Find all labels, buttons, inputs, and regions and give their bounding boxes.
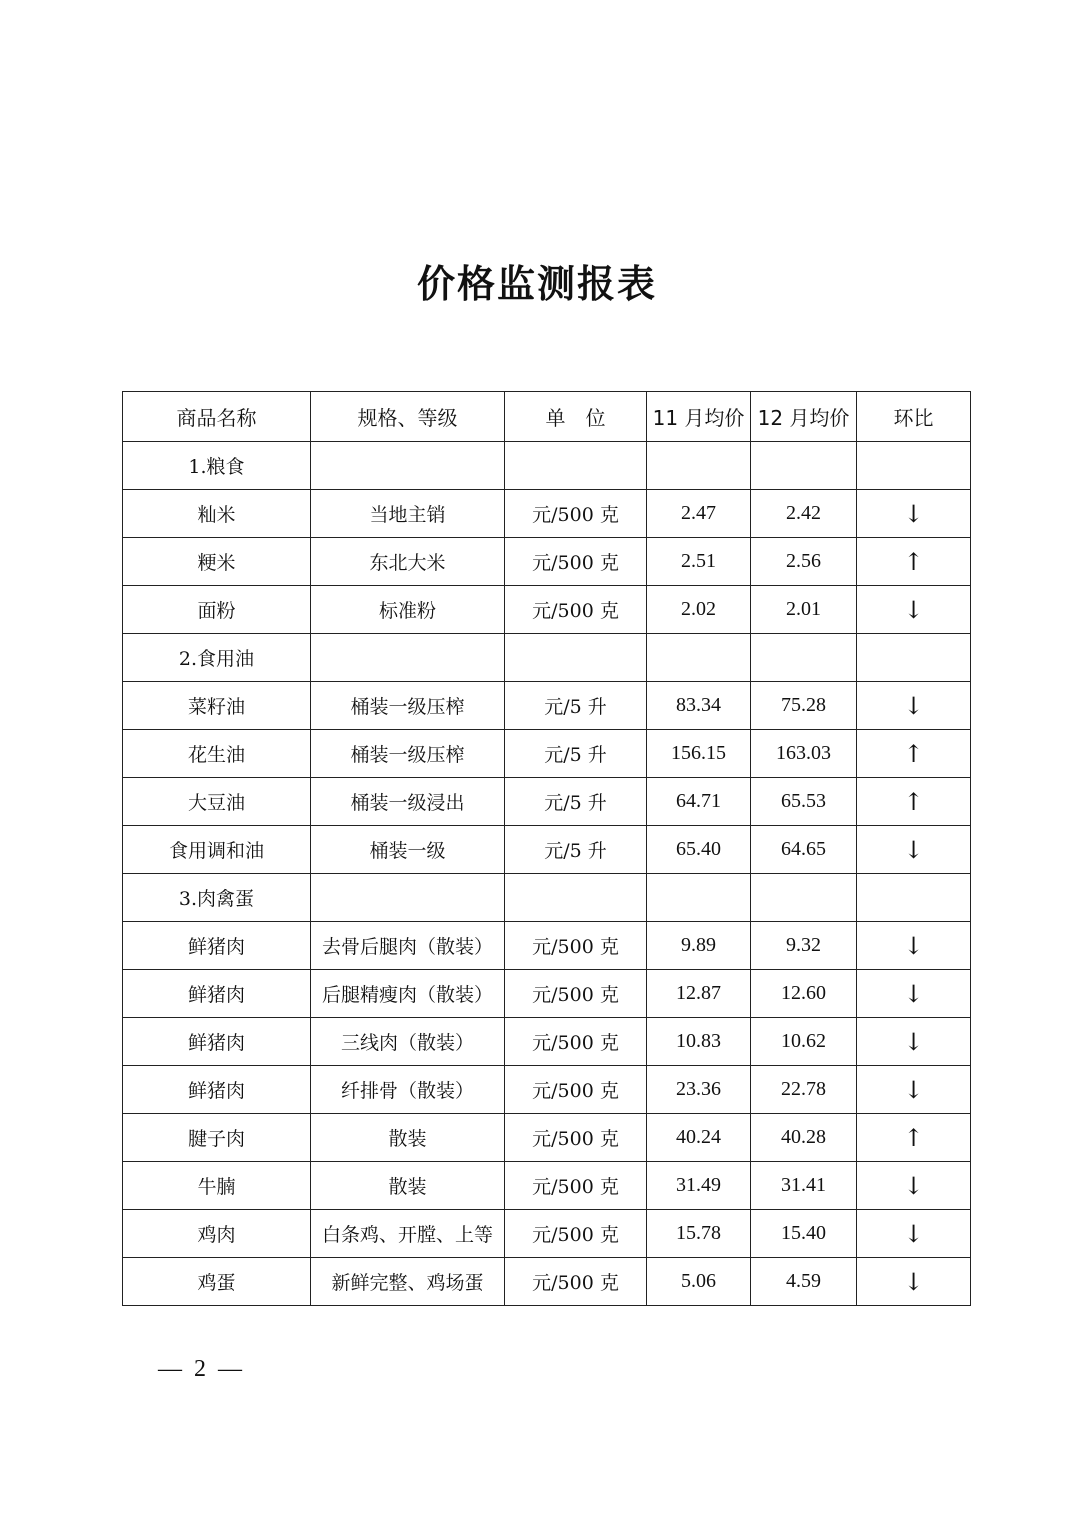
cell-trend-arrow: [857, 442, 971, 490]
cell-nov-price: 40.24: [647, 1114, 751, 1162]
cell-dec-price: 2.01: [751, 586, 857, 634]
cell-unit: 元/5 升: [505, 682, 647, 730]
header-row: [123, 392, 971, 442]
cell-nov-price: 2.47: [647, 490, 751, 538]
cell-dec-price: [751, 874, 857, 922]
cell-nov-price: 156.15: [647, 730, 751, 778]
cell-dec-price: [751, 442, 857, 490]
header-unit: 单 位: [505, 392, 647, 442]
table-row: [123, 490, 971, 538]
cell-trend-arrow: ↓: [857, 1258, 971, 1306]
cell-nov-price: 2.02: [647, 586, 751, 634]
header-product-name: 商品名称: [123, 392, 311, 442]
cell-spec-grade: [311, 442, 505, 490]
cell-spec-grade: 桶装一级压榨: [311, 682, 505, 730]
cell-trend-arrow: ↓: [857, 490, 971, 538]
cell-dec-price: 22.78: [751, 1066, 857, 1114]
cell-trend-arrow: ↓: [857, 826, 971, 874]
cell-spec-grade: 去骨后腿肉（散装）: [311, 922, 505, 970]
cell-spec-grade: 白条鸡、开膛、上等: [311, 1210, 505, 1258]
cell-product-name: 1.粮食: [123, 442, 311, 490]
cell-spec-grade: [311, 634, 505, 682]
table-row: [123, 538, 971, 586]
cell-spec-grade: 东北大米: [311, 538, 505, 586]
cell-dec-price: 65.53: [751, 778, 857, 826]
table-row: [123, 682, 971, 730]
header-nov-avg-price: 11 月均价: [647, 392, 751, 442]
cell-unit: [505, 634, 647, 682]
cell-spec-grade: 桶装一级浸出: [311, 778, 505, 826]
table-header: [123, 392, 971, 442]
header-mom-change: 环比: [857, 392, 971, 442]
table-row: [123, 778, 971, 826]
cell-spec-grade: 散装: [311, 1114, 505, 1162]
cell-trend-arrow: ↓: [857, 922, 971, 970]
category-row: [123, 634, 971, 682]
cell-trend-arrow: ↓: [857, 1066, 971, 1114]
cell-nov-price: 65.40: [647, 826, 751, 874]
cell-nov-price: 64.71: [647, 778, 751, 826]
cell-dec-price: [751, 634, 857, 682]
cell-spec-grade: 三线肉（散装）: [311, 1018, 505, 1066]
cell-unit: 元/500 克: [505, 490, 647, 538]
table-row: [123, 1114, 971, 1162]
cell-nov-price: [647, 874, 751, 922]
table-body: [123, 442, 971, 1306]
cell-nov-price: 15.78: [647, 1210, 751, 1258]
cell-product-name: 籼米: [123, 490, 311, 538]
cell-trend-arrow: ↓: [857, 682, 971, 730]
cell-trend-arrow: ↑: [857, 1114, 971, 1162]
cell-spec-grade: 桶装一级压榨: [311, 730, 505, 778]
table-row: [123, 826, 971, 874]
category-row: [123, 874, 971, 922]
cell-dec-price: 40.28: [751, 1114, 857, 1162]
cell-spec-grade: 纤排骨（散装）: [311, 1066, 505, 1114]
cell-unit: 元/5 升: [505, 730, 647, 778]
cell-product-name: 鸡蛋: [123, 1258, 311, 1306]
cell-spec-grade: 散装: [311, 1162, 505, 1210]
cell-dec-price: 12.60: [751, 970, 857, 1018]
cell-unit: 元/500 克: [505, 1114, 647, 1162]
cell-unit: [505, 874, 647, 922]
cell-trend-arrow: ↓: [857, 1018, 971, 1066]
cell-product-name: 鲜猪肉: [123, 922, 311, 970]
cell-nov-price: 9.89: [647, 922, 751, 970]
cell-product-name: 大豆油: [123, 778, 311, 826]
cell-unit: 元/500 克: [505, 922, 647, 970]
cell-nov-price: 12.87: [647, 970, 751, 1018]
cell-dec-price: 9.32: [751, 922, 857, 970]
cell-trend-arrow: ↓: [857, 970, 971, 1018]
cell-product-name: 腱子肉: [123, 1114, 311, 1162]
cell-spec-grade: 当地主销: [311, 490, 505, 538]
cell-trend-arrow: ↑: [857, 730, 971, 778]
cell-spec-grade: [311, 874, 505, 922]
cell-unit: 元/500 克: [505, 1018, 647, 1066]
cell-unit: 元/5 升: [505, 826, 647, 874]
cell-spec-grade: 新鲜完整、鸡场蛋: [311, 1258, 505, 1306]
cell-trend-arrow: ↑: [857, 778, 971, 826]
header-spec-grade: 规格、等级: [311, 392, 505, 442]
cell-unit: 元/500 克: [505, 586, 647, 634]
cell-product-name: 食用调和油: [123, 826, 311, 874]
cell-unit: 元/500 克: [505, 970, 647, 1018]
cell-product-name: 牛腩: [123, 1162, 311, 1210]
cell-unit: 元/5 升: [505, 778, 647, 826]
cell-nov-price: 10.83: [647, 1018, 751, 1066]
cell-unit: 元/500 克: [505, 538, 647, 586]
cell-unit: 元/500 克: [505, 1258, 647, 1306]
cell-dec-price: 75.28: [751, 682, 857, 730]
cell-product-name: 面粉: [123, 586, 311, 634]
cell-dec-price: 31.41: [751, 1162, 857, 1210]
cell-nov-price: 31.49: [647, 1162, 751, 1210]
cell-trend-arrow: [857, 634, 971, 682]
cell-nov-price: [647, 442, 751, 490]
table-row: [123, 970, 971, 1018]
table-row: [123, 1018, 971, 1066]
cell-product-name: 粳米: [123, 538, 311, 586]
cell-product-name: 菜籽油: [123, 682, 311, 730]
table-row: [123, 586, 971, 634]
cell-unit: 元/500 克: [505, 1210, 647, 1258]
table-row: [123, 1258, 971, 1306]
cell-spec-grade: 标准粉: [311, 586, 505, 634]
cell-trend-arrow: ↑: [857, 538, 971, 586]
cell-nov-price: [647, 634, 751, 682]
cell-nov-price: 83.34: [647, 682, 751, 730]
table-row: [123, 730, 971, 778]
cell-spec-grade: 桶装一级: [311, 826, 505, 874]
cell-dec-price: 15.40: [751, 1210, 857, 1258]
cell-trend-arrow: ↓: [857, 1210, 971, 1258]
cell-dec-price: 4.59: [751, 1258, 857, 1306]
cell-unit: [505, 442, 647, 490]
report-title: 价格监测报表: [416, 261, 657, 306]
cell-nov-price: 2.51: [647, 538, 751, 586]
cell-spec-grade: 后腿精瘦肉（散装）: [311, 970, 505, 1018]
cell-dec-price: 2.56: [751, 538, 857, 586]
cell-product-name: 3.肉禽蛋: [123, 874, 311, 922]
cell-trend-arrow: ↓: [857, 586, 971, 634]
header-dec-avg-price: 12 月均价: [751, 392, 857, 442]
cell-nov-price: 23.36: [647, 1066, 751, 1114]
table-row: [123, 922, 971, 970]
cell-nov-price: 5.06: [647, 1258, 751, 1306]
cell-product-name: 鲜猪肉: [123, 970, 311, 1018]
cell-dec-price: 10.62: [751, 1018, 857, 1066]
table-row: [123, 1162, 971, 1210]
cell-dec-price: 64.65: [751, 826, 857, 874]
cell-trend-arrow: [857, 874, 971, 922]
table-row: [123, 1066, 971, 1114]
cell-dec-price: 163.03: [751, 730, 857, 778]
cell-product-name: 花生油: [123, 730, 311, 778]
cell-dec-price: 2.42: [751, 490, 857, 538]
page-number: — 2 —: [158, 1356, 245, 1382]
cell-product-name: 鲜猪肉: [123, 1066, 311, 1114]
cell-product-name: 鲜猪肉: [123, 1018, 311, 1066]
category-row: [123, 442, 971, 490]
cell-product-name: 鸡肉: [123, 1210, 311, 1258]
cell-unit: 元/500 克: [505, 1066, 647, 1114]
cell-product-name: 2.食用油: [123, 634, 311, 682]
price-table: [122, 391, 971, 1306]
cell-trend-arrow: ↓: [857, 1162, 971, 1210]
cell-unit: 元/500 克: [505, 1162, 647, 1210]
table-row: [123, 1210, 971, 1258]
